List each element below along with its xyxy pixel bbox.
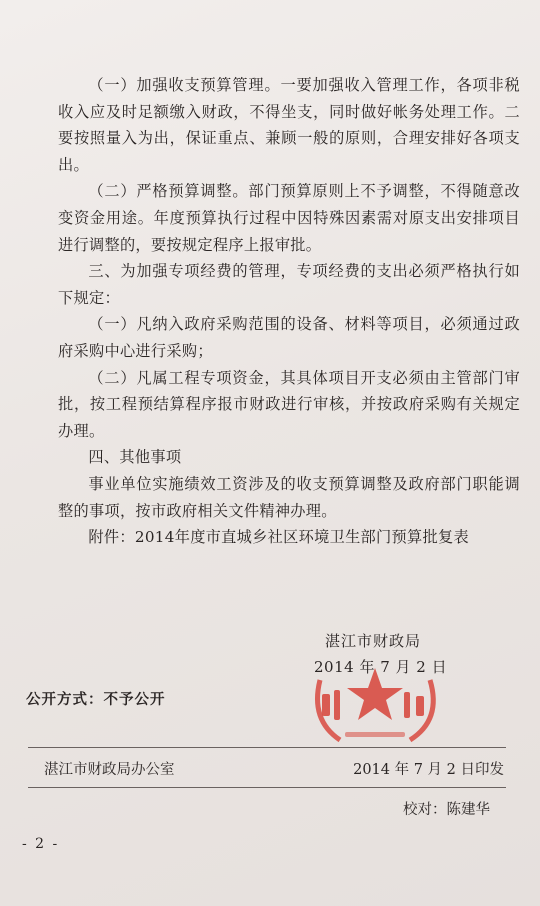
proofreader: 校对：陈建华	[403, 802, 490, 818]
signature-date: 2014 年 7 月 2 日	[314, 658, 448, 676]
footer-top-rule	[28, 747, 506, 748]
attachment-line: 附件：2014年度市直城乡社区环境卫生部门预算批复表	[88, 528, 469, 547]
disclosure-mode: 公开方式：不予公开	[26, 692, 166, 708]
paragraph-special-funds: 三、为加强专项经费的管理，专项经费的支出必须严格执行如下规定：	[58, 262, 520, 307]
footer-issuer: 湛江市财政局办公室	[44, 762, 175, 778]
signature-organization: 湛江市财政局	[325, 632, 422, 650]
paragraph-budget-management: （一）加强收支预算管理。一要加强收入管理工作，各项非税收入应及时足额缴入财政，不得坐支，同时做好帐务处理工作。二要按照量入为出，保证重点、兼顾一般的原则，合理安排好各项支出。	[58, 76, 520, 174]
footer-bottom-rule	[28, 787, 506, 788]
footer-print-date: 2014 年 7 月 2 日印发	[353, 762, 504, 778]
paragraph-engineering-funds: （二）凡属工程专项资金，其具体项目开支必须由主管部门审批，按工程预结算程序报市财政进行审核，并按政府采购有关规定办理。	[58, 368, 520, 440]
paragraph-budget-adjustment: （二）严格预算调整。部门预算原则上不予调整，不得随意改变资金用途。年度预算执行过程中因特殊因素需对原支出安排项目进行调整的，要按规定程序上报审批。	[58, 182, 520, 254]
section-heading-other: 四、其他事项	[88, 448, 182, 467]
body-text	[58, 72, 520, 551]
page-number: - 2 -	[22, 836, 60, 852]
paragraph-performance-pay: 事业单位实施绩效工资涉及的收支预算调整及政府部门职能调整的事项，按市政府相关文件精神办理。	[58, 474, 520, 520]
paragraph-procurement: （一）凡纳入政府采购范围的设备、材料等项目，必须通过政府采购中心进行采购；	[58, 315, 520, 360]
